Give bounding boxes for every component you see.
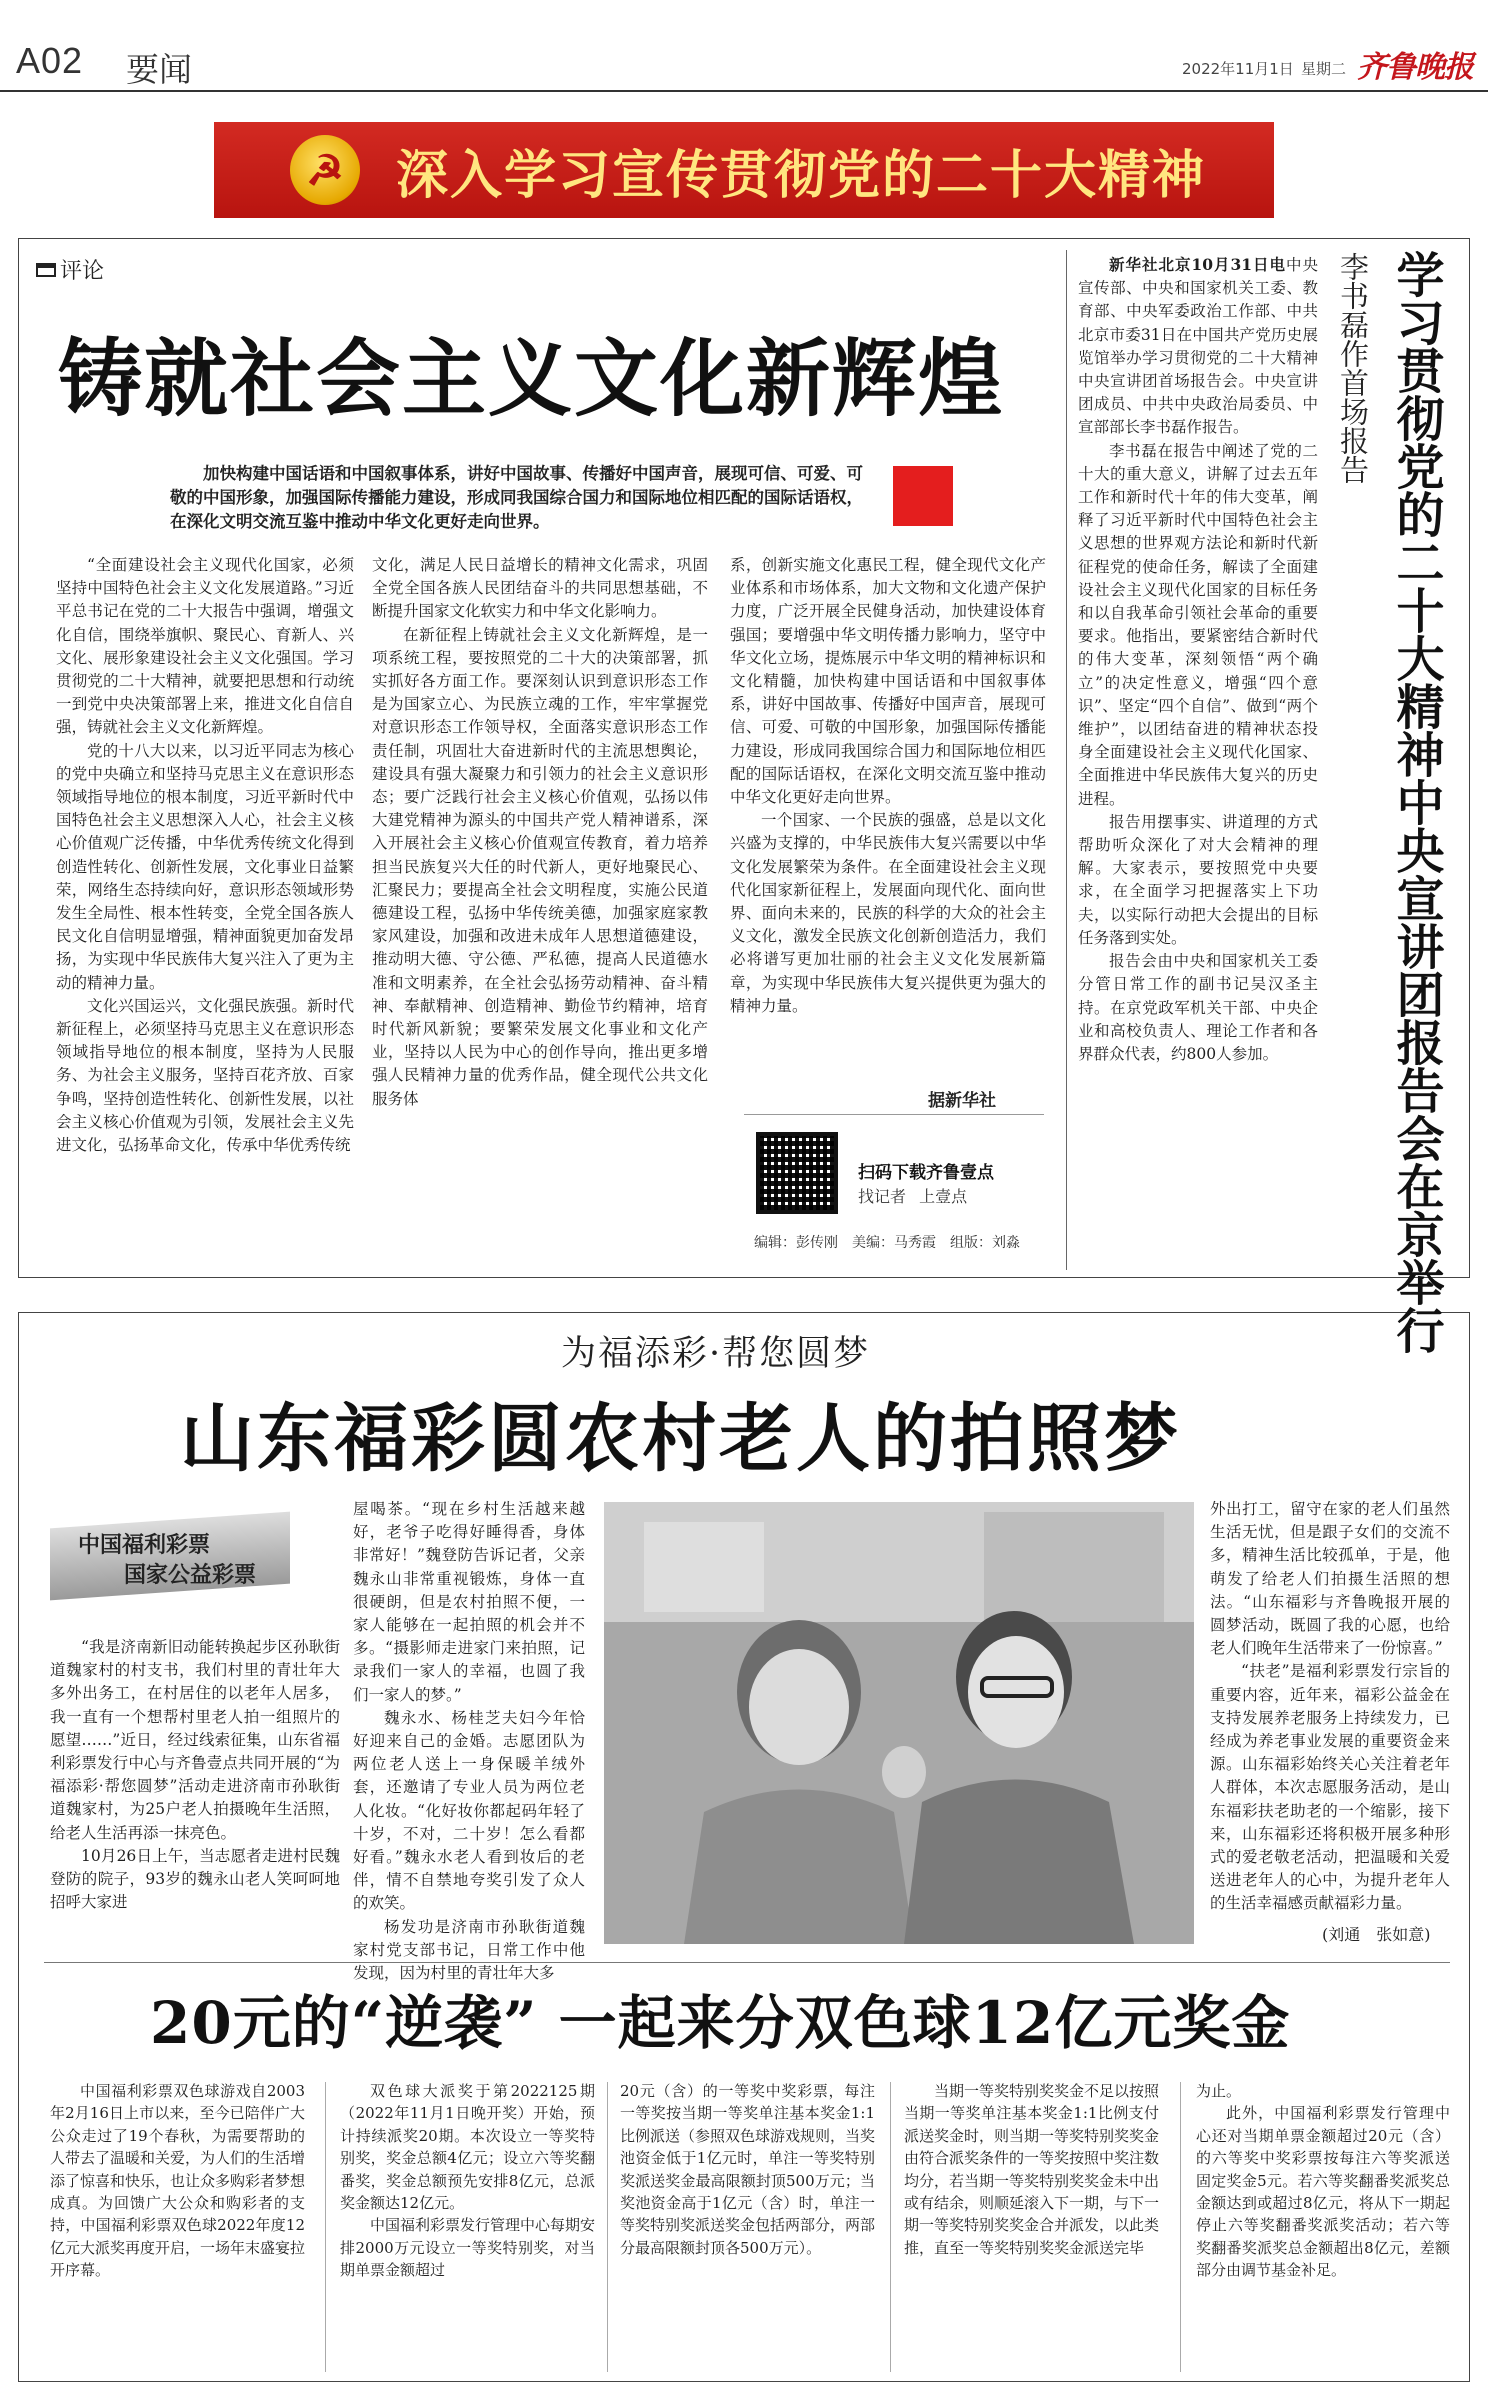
second-column-3 [620,2080,875,2259]
commentary-column-3 [730,554,1046,1018]
paragraph: 此外，中国福利彩票发行管理中心还对当期单票金额超过20元（含）的六等奖中奖彩票按每注六等奖派送固定奖金5元。若六等奖翻番奖派奖总金额达到或超过8亿元，将从下一期起停止六等奖翻番奖派奖活动；若六等奖翻番奖派奖总金额超出8亿元，差额部分由调节基金补足。 [1196,2104,1450,2280]
news-lead: 中央宣传部、中央和国家机关工委、教育部、中央军委政治工作部、中共北京市委31日在中国共产党历史展览馆举办学习贯彻党的二十大精神中央宣讲团首场报告会。中央宣讲团成员、中共中央政治局委员、中宣部部长李书磊作报告。 [1078,256,1318,437]
banner-title: 深入学习宣传贯彻党的二十大精神 [396,144,1207,206]
comment-box-icon [36,263,56,277]
commentary-title: 铸就社会主义文化新辉煌 [58,329,1005,428]
news-paragraph [1078,253,1318,440]
commentary-deck: 加快构建中国话语和中国叙事体系，讲好中国故事、传播好中国声音，展现可信、可爱、可敬的中国形象，加强国际传播能力建设，形成同我国综合国力和国际地位相匹配的国际话语权，在深化文明交流互鉴中推动中华文化更好走向世界。 [170,464,863,531]
page-number: A02 [16,40,84,81]
commentary-column-1 [56,554,354,1157]
second-column-1 [50,2080,305,2282]
commentary-source: 据新华社 [928,1091,996,1111]
qr-label: 扫码下载齐鲁壹点 [858,1163,994,1183]
lottery-kicker: 为福添彩·帮您圆梦 [561,1334,871,1374]
news-paragraph: 报告会由中央和国家机关工委分管日常工作的副书记吴汉圣主持。在京党政军机关干部、中央企业和高校负责人、理论工作者和各界群众代表，约800人参加。 [1078,952,1318,1063]
paragraph: “全面建设社会主义现代化国家，必须坚持中国特色社会主义文化发展道路。”习近平总书记在党的二十大报告中强调，增强文化自信，围绕举旗帜、聚民心、育新人、兴文化、展形象建设社会主义文化强国。学习贯彻党的二十大精神，就要把思想和行动统一到党中央决策部署上来，推进文化自信自强，铸就社会主义文化新辉煌。 [56,556,354,737]
logo-line-1: 中国福利彩票 [78,1533,211,1558]
lottery-title: 山东福彩圆农村老人的拍照梦 [180,1396,1181,1482]
paragraph: 外出打工，留守在家的老人们虽然生活无忧，但是跟子女们的交流不多，精神生活比较孤单，于是，他萌发了给老人们拍摄生活照的想法。“山东福彩与齐鲁晚报开展的圆梦活动，既圆了我的心愿，也给老人们晚年生活带来了一份惊喜。” [1210,1500,1450,1658]
paragraph: “我是济南新旧动能转换起步区孙耿街道魏家村的村支书，我们村里的青壮年大多外出务工，在村居住的以老年人居多，我一直有一个想帮村里老人拍一组照片的愿望……”近日，经过线索征集，山东省福利彩票发行中心与齐鲁壹点共同开展的“为福添彩·帮您圆梦”活动走进济南市孙耿街道魏家村，为25户老人拍摄晚年生活照，给老人生活再添一抹亮色。 [50,1638,340,1842]
issue-date: 2022年11月1日 [1182,60,1294,78]
news-paragraph: 报告用摆事实、讲道理的方式帮助听众深化了对大会精神的理解。大家表示，要按照党中央要求，在全面学习把握落实上下功夫，以实际行动把大会提出的目标任务落到实处。 [1078,812,1318,947]
welfare-lottery-logo [50,1520,290,1630]
paragraph: “扶老”是福利彩票发行宗旨的重要内容，近年来，福彩公益金在支持发展养老服务上持续发力，已经成为养老事业发展的重要资金来源。山东福彩始终关心关注着老年人群体，本次志愿服务活动，是山东福彩扶老助老的一个缩影，接下来，山东福彩还将积极开展多种形式的爱老敬老活动，把温暖和关爱送进老年人的心中，为提升老年人的生活幸福感贡献福彩力量。 [1210,1662,1450,1913]
lottery-column-1 [50,1636,340,1914]
logo-line-2: 国家公益彩票 [124,1563,257,1588]
paragraph: 20元（含）的一等奖中奖彩票，每注一等奖按当期一等奖单注基本奖金1:1比例派送（参照双色球游戏规则，当奖池资金低于1亿元时，单注一等奖特别奖派送奖金最高限额封顶500万元；当奖池资金高于1亿元（含）时，单注一等奖特别奖派送奖金包括两部分，两部分最高限额封顶各500万元）。 [620,2082,876,2257]
divider [44,1962,1450,1963]
commentary-tag-label: 评论 [60,259,105,284]
news-vertical-subtitle: 李书磊作首场报告 [1336,252,1370,484]
paragraph: 双色球大派奖于第2022125期（2022年11月1日晚开奖）开始，预计持续派奖20期。本次设立一等奖特别奖，奖金总额4亿元；设立六等奖翻番奖，奖金总额预先安排8亿元，总派奖金额达12亿元。 [340,2082,595,2213]
red-square-decoration [893,466,953,526]
column-divider [1180,2082,1181,2372]
section-name: 要闻 [126,50,192,89]
editor-credits: 编辑：彭传刚 美编：马秀霞 组版：刘淼 [754,1235,1020,1251]
second-column-5 [1196,2080,1450,2282]
paragraph: 中国福利彩票发行管理中心每期安排2000万元设立一等奖特别奖，对当期单票金额超过 [340,2216,596,2280]
paragraph: 文化，满足人民日益增长的精神文化需求，巩固全党全国各族人民团结奋斗的共同思想基础，不断提升国家文化软实力和中华文化影响力。 [372,556,708,621]
elderly-couple-photo [604,1502,1194,1944]
paragraph: 为止。 [1196,2082,1242,2100]
issue-weekday: 星期二 [1301,60,1347,78]
hammer-sickle-icon: ☭ [290,135,360,205]
column-divider [1066,250,1067,1270]
paragraph: 党的十八大以来，以习近平同志为核心的党中央确立和坚持马克思主义在意识形态领域指导地位的根本制度，习近平新时代中国特色社会主义思想深入人心，社会主义核心价值观广泛传播，中华优秀传统文化得到创造性转化、创新性发展，文化事业日益繁荣，网络生态持续向好，意识形态领域形势发生全局性、根本性转变，全党全国各族人民文化自信明显增强，精神面貌更加奋发昂扬，为实现中华民族伟大复兴注入了更为主动的精神力量。 [56,741,354,992]
news-vertical-title: 学习贯彻党的二十大精神中央宣讲团报告会在京举行 [1388,250,1444,1354]
second-column-4 [904,2080,1159,2259]
paragraph: 屋喝茶。“现在乡村生活越来越好，老爷子吃得好睡得香，身体非常好！”魏登防告诉记者，父亲魏永山非常重视锻炼，身体一直很硬朗，但是农村拍照不便，一家人能够在一起拍照的机会并不多。“摄影师走进家门来拍照，记录我们一家人的幸福，也圆了我们一家人的梦。” [353,1500,585,1704]
paragraph: 10月26日上午，当志愿者走进村民魏登防的院子，93岁的魏永山老人笑呵呵地招呼大家进 [50,1846,340,1912]
news-dateline: 新华社北京10月31日电 [1109,255,1286,274]
column-divider [325,2082,326,2372]
newspaper-masthead: 齐鲁晚报 [1357,50,1473,85]
lottery-column-3 [1210,1498,1450,1916]
second-article-title: 20元的“逆袭” 一起来分双色球12亿元奖金 [150,1989,1291,2057]
column-divider [890,2082,891,2372]
qr-code[interactable] [756,1132,838,1214]
second-column-2 [340,2080,595,2282]
photo-illustration [604,1502,1194,1944]
commentary-column-2 [372,554,708,1111]
paragraph: 魏永水、杨桂芝夫妇今年恰好迎来自己的金婚。志愿团队为两位老人送上一身保暖羊绒外套，还邀请了专业人员为两位老人化妆。“化好妆你都起码年轻了十岁，不对，二十岁！怎么看都好看。”魏永水老人看到妆后的老伴，情不自禁地夸奖引发了众人的欢笑。 [353,1708,585,1913]
lottery-column-2 [353,1498,585,1985]
news-column [1078,253,1318,1066]
paragraph: 杨发功是济南市孙耿街道魏家村党支部书记，日常工作中他发现，因为村里的青壮年大多 [353,1917,585,1983]
paragraph: 当期一等奖特别奖奖金不足以按照当期一等奖单注基本奖金1:1比例支付派送奖金时，则当期一等奖特别奖奖金由符合派奖条件的一等奖按照中奖注数均分，若当期一等奖特别奖奖金未中出或有结余，则顺延滚入下一期，与下一期一等奖特别奖奖金合并派发，以此类推，直至一等奖特别奖奖金派送完毕 [904,2082,1160,2257]
paragraph: 系，创新实施文化惠民工程，健全现代文化产业体系和市场体系，加大文物和文化遗产保护力度，广泛开展全民健身活动，加快建设体育强国；要增强中华文明传播力影响力，坚守中华文化立场，提炼展示中华文明的精神标识和文化精髓，加快构建中国话语和中国叙事体系，讲好中国故事、传播好中国声音，展现可信、可爱、可敬的中国形象，加强国际传播能力建设，形成同我国综合国力和国际地位相匹配的国际话语权，在深化文明交流互鉴中推动中华文化更好走向世界。 [730,556,1046,807]
paragraph: 一个国家、一个民族的强盛，总是以文化兴盛为支撑的，中华民族伟大复兴需要以中华文化发展繁荣为条件。在全面建设社会主义现代化国家新征程上，发展面向现代化、面向世界、面向未来的，民族的科学的大众的社会主义文化，激发全民族文化创新创造活力，我们必将谱写更加壮丽的社会主义文化发展新篇章，为实现中华民族伟大复兴提供更为强大的精神力量。 [730,811,1046,1015]
paragraph: 中国福利彩票双色球游戏自2003年2月16日上市以来，至今已陪伴广大公众走过了19个春秋，为需要帮助的人带去了温暖和关爱，为人们的生活增添了惊喜和快乐，也让众多购彩者梦想成真。为回馈广大公众和购彩者的支持，中国福利彩票双色球2022年度12亿元大派奖再度开启，一场年末盛宴拉开序幕。 [50,2082,306,2280]
theme-banner [214,122,1274,218]
header-rule [0,90,1488,92]
divider [744,1114,1044,1115]
column-divider [607,2082,608,2372]
news-paragraph: 李书磊在报告中阐述了党的二十大的重大意义，讲解了过去五年工作和新时代十年的伟大变革，阐释了习近平新时代中国特色社会主义思想的世界观方法论和新时代新征程党的使命任务，解读了全面建设社会主义现代化国家的目标任务和以自我革命引领社会革命的重要要求。他指出，要紧密结合新时代的伟大变革，深刻领悟“两个确立”的决定性意义，增强“四个意识”、坚定“四个自信”、做到“两个维护”，以团结奋进的精神状态投身全面建设社会主义现代化国家、全面推进中华民族伟大复兴的历史进程。 [1078,441,1318,808]
lottery-byline: (刘通 张如意) [1322,1925,1431,1944]
qr-sublabel: 找记者 上壹点 [858,1187,968,1206]
commentary-tag [36,254,104,285]
paragraph: 文化兴国运兴，文化强民族强。新时代新征程上，必须坚持马克思主义在意识形态领域指导地位的根本制度，坚持为人民服务、为社会主义服务，坚持百花齐放、百家争鸣，坚持创造性转化、创新性发展，以社会主义核心价值观为引领，发展社会主义先进文化，弘扬革命文化，传承中华优秀传统 [56,996,354,1155]
paragraph: 在新征程上铸就社会主义文化新辉煌，是一项系统工程，要按照党的二十大的决策部署，抓实抓好各方面工作。要深刻认识到意识形态工作是为国家立心、为民族立魂的工作，牢牢掌握党对意识形态工作领导权，全面落实意识形态工作责任制，巩固壮大奋进新时代的主流思想舆论，建设具有强大凝聚力和引领力的社会主义意识形态；要广泛践行社会主义核心价值观，弘扬以伟大建党精神为源头的中国共产党人精神谱系，深入开展社会主义核心价值观宣传教育，着力培养担当民族复兴大任的时代新人，更好地聚民心、汇聚民力；要提高全社会文明程度，实施公民道德建设工程，弘扬中华传统美德，加强家庭家教家风建设，加强和改进未成年人思想道德建设，推动明大德、守公德、严私德，提高人民道德水准和文明素养，在全社会弘扬劳动精神、奋斗精神、奉献精神、创造精神、勤俭节约精神，培育时代新风新貌；要繁荣发展文化事业和文化产业，坚持以人民为中心的创作导向，推出更多增强人民精神力量的优秀作品，健全现代公共文化服务体 [372,625,708,1108]
